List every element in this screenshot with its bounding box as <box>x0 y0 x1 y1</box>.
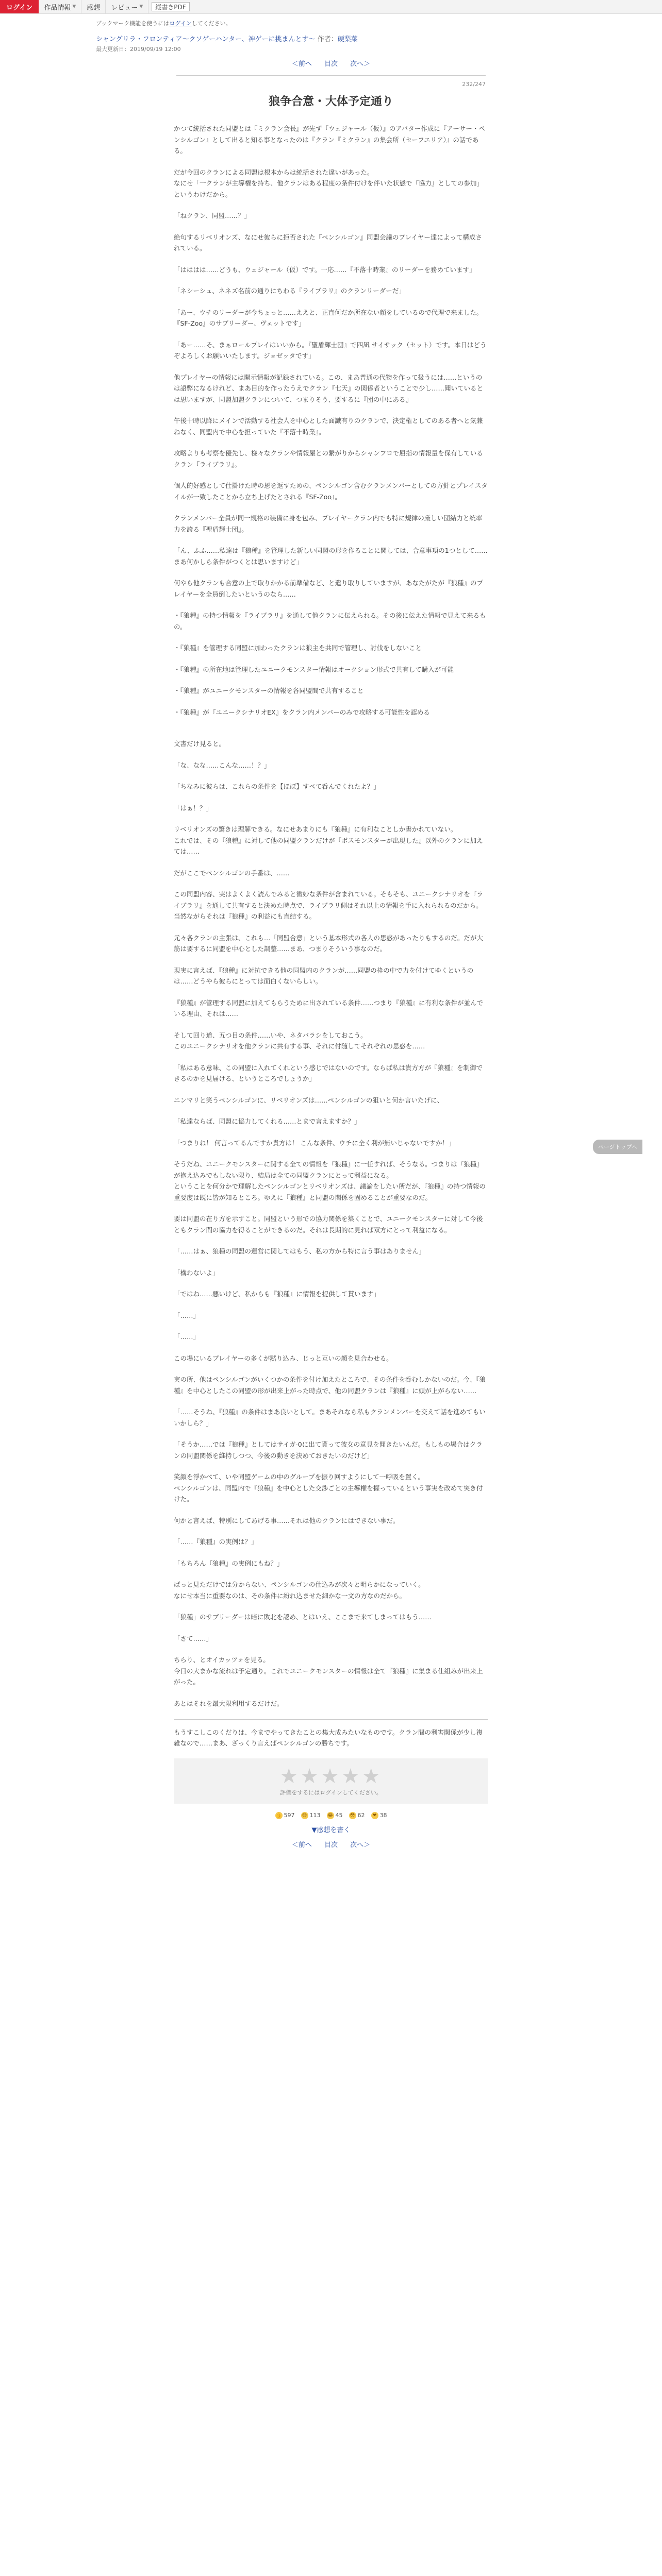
body-paragraph: 「あー、ウチのリーダーが今ちょっと……ええと、正直何だか所在ない顔をしているので代理で来ました。『SF-Zoo』のサブリーダー、ヴェットです」 <box>174 308 483 327</box>
nav-item-info[interactable]: 作品情報 ▼ <box>39 0 81 13</box>
body-paragraph: 「あー……そ、まぁロールプレイはいいから。『聖盾輝士団』で四凪 サイサック（セット）です。本日はどうぞよろしくお願いいたします。ジョゼッタです」 <box>174 341 487 360</box>
reaction-button[interactable] <box>301 1812 321 1819</box>
toc-link[interactable]: 目次 <box>324 60 338 68</box>
reaction-button[interactable] <box>275 1812 295 1819</box>
star-icon[interactable]: ★ <box>279 1764 301 1788</box>
author-link[interactable]: 硬梨菜 <box>337 36 358 43</box>
body-paragraph: この場にいるプレイヤーの多くが黙り込み、じっと互いの顔を見合わせる。 <box>174 1354 393 1362</box>
body-paragraph: ニンマリと笑うペンシルゴンに、リベリオンズは……ペンシルゴンの狙いと何か言いたげに、 <box>174 1096 444 1104</box>
reaction-count: 62 <box>357 1812 365 1819</box>
reaction-count: 38 <box>379 1812 387 1819</box>
rating-note: 評価をするにはログインしてください。 <box>280 1789 382 1796</box>
body-paragraph: かつて統括された同盟とは『ミクラン会長』が先ず『ウェジャール（仮）』のアバター作成に『アーサー・ペンシルゴン』として出ると知る事となったのは『クラン『ミクラン』の集会所（セーフエリア）』の話である。 <box>174 125 485 155</box>
prev-link[interactable]: ＜前へ <box>291 60 312 68</box>
reaction-count: 113 <box>309 1812 321 1819</box>
body-paragraph: 「つまりね！ 何言ってるんですか貴方は！ こんな条件、ウチに全く利が無いじゃないですか！」 <box>174 1139 455 1147</box>
body-paragraph: だがここでペンシルゴンの手番は、…… <box>174 869 290 877</box>
reaction-button[interactable] <box>371 1812 387 1819</box>
author-label: 作者： <box>317 36 338 43</box>
update-date: 最大更新日：2019/09/19 12:00 <box>96 46 181 53</box>
series-title-link[interactable]: シャングリラ・フロンティア〜クソゲーハンター、神ゲーに挑まんとす〜 <box>96 36 316 43</box>
body-paragraph: 「私達ならば、同盟に協力してくれる……とまで言えますか？」 <box>174 1117 361 1125</box>
body-paragraph: 「な、なな……こんな……！？」 <box>174 761 271 769</box>
divider <box>176 75 486 76</box>
body-paragraph: ちらり、とオイカッツォを見る。 今日の大まかな流れは予定通り。これでユニークモンスターの情報は全て『狼種』に集まる仕組みが出来上がった。 <box>174 1656 483 1686</box>
star-icon[interactable]: ★ <box>321 1764 341 1788</box>
body-paragraph: 他プレイヤーの情報には開示情報が記録されている。この、まあ普通の代物を作って扱うには……というのは語弊になるけれど、まあ目的を作ったうえでクラン『七天』の関係者ということで少し……聞いているとは思いますが、同盟加盟クランについて、つまりそう、要するに『団の中にある』 <box>174 373 484 403</box>
body-paragraph: リベリオンズの驚きは理解できる。なにせあまりにも『狼種』に有利なことしか書かれていない。 これでは、その『狼種』に対して他の同盟クランだけが『ボスモンスターが出現した』以外のクランに加えては…… <box>174 825 483 855</box>
body-paragraph: ・『狼種』を管理する同盟に加わったクランは狼主を共同で管理し、討伐をしないこと <box>174 644 422 652</box>
pager-bottom <box>0 1839 662 1849</box>
body-paragraph: 「はははは……どうも、ウェジャール（仮）です。一応……『不落十時業』のリーダーを務めています」 <box>174 265 476 274</box>
body-paragraph: だが今回のクランによる同盟は根本からは統括された違いがあった。 なにせ「一クランが主導権を持ち、他クランはある程度の条件付けを伴いた状態で『協力』としての参加」というわけだから。 <box>174 168 484 198</box>
chevron-down-icon: ▼ <box>72 4 76 9</box>
body-paragraph: 「ねクラン、同盟……？」 <box>174 212 251 219</box>
body-paragraph: 何かと言えば、特別にしてあげる事……それは他のクランにはできない事だ。 <box>174 1516 400 1524</box>
nav-item-review[interactable]: レビュー ▼ <box>106 0 148 13</box>
body-paragraph: 絶句するリベリオンズ、なにせ彼らに拒否された『ペンシルゴン』同盟会議のプレイヤー達によって構成されている。 <box>174 233 482 252</box>
body-paragraph: クランメンバー全員が同一規格の装備に身を包み、プレイヤークラン内でも特に規律の厳しい団結力と統率力を誇る『聖盾輝士団』。 <box>174 514 483 533</box>
body-paragraph: 何やら他クランも合意の上で取りかかる前準備など、と遣り取りしていますが、あなたがたが『狼種』のプレイヤーを全員倒したいというのなら…… <box>174 579 484 598</box>
reaction-write-link[interactable]: ▼感想を書く <box>311 1826 351 1834</box>
reaction-icon: 👍 <box>275 1812 282 1818</box>
page-top-button[interactable]: ページトップへ <box>593 1140 642 1154</box>
afterword: もうすこしこのくだりは、今までやってきたことの集大成みたいなものです。クラン間の利害関係が少し複雑なので……まあ、ざっくり言えばペンシルゴンの勝ちです。 <box>174 1719 488 1749</box>
top-navigation-bar <box>0 0 662 14</box>
body-paragraph: 「狼種」のサブリーダーは暗に敗北を認め、とはいえ、ここまで来てしまってはもう…… <box>174 1613 432 1621</box>
body-paragraph: ぱっと見ただけでは分からない、ペンシルゴンの仕込みが次々と明らかになっていく。 なにせ本当に重要なのは、その条件に紛れ込ませた細かな一文の方なのだから。 <box>174 1581 425 1600</box>
body-paragraph: 「ネシーシュ、ネネズ名前の通りにちわる『ライブラリ』のクランリーダーだ」 <box>174 287 405 295</box>
body-paragraph: 攻略よりも考察を優先し、様々なクランや情報屋との繋がりからシャンフロで屈指の情報量を保有しているクラン『ライブラリ』。 <box>174 449 483 468</box>
body-paragraph: 現実に言えば、『狼種』に対抗できる他の同盟内のクランが……同盟の枠の中で力を付けてゆくというのは……どうやら彼らにとっては面白くないらしい。 <box>174 966 474 985</box>
star-icon[interactable]: ★ <box>300 1764 321 1788</box>
toc-link[interactable]: 目次 <box>324 1841 338 1849</box>
body-paragraph: 要は同盟の在り方を示すこと。同盟という形での協力関係を築くことで、ユニークモンスターに対して今後ともクラン間の協力を得ることができるのだ。それは長期的に見れば双方にとって利益になる。 <box>174 1215 483 1234</box>
episode-number: 232/247 <box>462 81 486 88</box>
rating-stars[interactable] <box>174 1765 488 1788</box>
body-paragraph: 「……」 <box>174 1333 200 1341</box>
body-paragraph: ・『狼種』の持つ情報を『ライブラリ』を通して他クランに伝えられる。その後に伝えた情報で見えて来るもの。 <box>174 612 486 631</box>
prev-link[interactable]: ＜前へ <box>291 1841 312 1849</box>
body-paragraph: 「ちなみに彼らは、これらの条件を【ほぼ】すべて呑んでくれたよ？」 <box>174 783 380 790</box>
reaction-bar <box>0 1812 662 1819</box>
body-paragraph: 「……」 <box>174 1311 200 1319</box>
body-paragraph: ・『狼種』の所在地は管理したユニークモンスター情報はオークション形式で共有して購入が可能 <box>174 665 454 673</box>
body-paragraph: 『狼種』が管理する同盟に加えてもらうために出されている条件……つまり『狼種』に有利な条件が並んでいる理由、それは…… <box>174 998 484 1018</box>
body-paragraph: 「さて……」 <box>174 1634 213 1642</box>
next-link[interactable]: 次へ＞ <box>350 60 371 68</box>
episode-body-continued <box>174 738 488 1709</box>
body-paragraph: 「……はぁ、狼種の同盟の運営に関してはもう、私の方から特に言う事はありません」 <box>174 1247 425 1255</box>
body-paragraph: 午後十時以降にメインで活動する社会人を中心とした面識有りのクランで、決定権としてのある者へと気兼ねなく、同盟内で中心を担っていた『不落十時業』。 <box>174 417 483 436</box>
body-paragraph: そして回り道、五つ目の条件……いや、ネタバラシをしておこう。 このユニークシナリオを他クランに共有する事、それに付随してそれぞれの思惑を…… <box>174 1031 425 1050</box>
chevron-down-icon: ▼ <box>139 4 143 9</box>
reaction-icon: 😂 <box>327 1812 333 1818</box>
reaction-icon: 😊 <box>301 1812 308 1819</box>
pager-top <box>0 58 662 68</box>
login-link[interactable]: ログイン <box>169 20 192 27</box>
reaction-count: 45 <box>335 1812 343 1819</box>
reaction-icon: 😳 <box>349 1812 356 1819</box>
body-paragraph: そうだね、ユニークモンスターに関する全ての情報を『狼種』に一任すれば、そうなる。つまりは『狼種』が抱え込みでもしない限り、結局は全ての同盟クランにとって利益になる。 ということを何分かで理解したペンシルゴンとリベリオンズは、議論をしたい所だが、『狼種』の持つ情報の重要度は既に皆が知るところ。ゆえに『狼種』と同盟の関係を固めることが重要なのだ。 <box>174 1160 486 1201</box>
rating-box <box>174 1758 488 1804</box>
reaction-count: 597 <box>284 1812 295 1819</box>
body-paragraph: 笑顔を浮かべて、いや同盟ゲームの中のグループを振り回すようにして一呼吸を置く。 ペンシルゴンは、同盟内で『狼種』を中心とした交渉ごとの主導権を握っているという事実を改めて突き付けた。 <box>174 1473 483 1503</box>
body-paragraph: 「ではね……悪いけど、私からも『狼種』に情報を提供して貰います」 <box>174 1290 380 1298</box>
body-paragraph: 「私はある意味、この同盟に入れてくれという感じではないのです。ならば私は貴方方が『狼種』を制御できるのかを見届ける、というところでしょうか」 <box>174 1063 483 1082</box>
body-paragraph: ・『狼種』が『ユニークシナリオEX』をクラン内メンバーのみで攻略する可能性を認める <box>174 708 430 716</box>
login-button[interactable]: ログイン <box>0 0 39 13</box>
body-paragraph: 個人的好感として仕掛けた時の恩を返すための、ペンシルゴン含むクランメンバーとしての方針とプレイスタイルが一致したことから立ち上げたとされる『SF-Zoo』。 <box>174 482 488 501</box>
episode-title: 狼争合意・大体予定通り <box>268 95 393 108</box>
body-paragraph: 実の所、他はペンシルゴンがいくつかの条件を付け加えたところで、その条件を呑むしかないのだ。今、『狼種』を中心としたこの同盟の形が出来上がった時点で、他の同盟クランは『狼種』に頭が上がらない…… <box>174 1376 486 1395</box>
body-paragraph: この同盟内容、実はよくよく読んでみると微妙な条件が含まれている。そもそも、ユニークシナリオを『ライブラリ』を通して共有すると決めた時点で、ライブラリ側はそれ以上の情報を手に入れられるのだから。当然ながらそれは『狼種』の利益にも直結する。 <box>174 890 483 920</box>
body-paragraph: 「構わないよ」 <box>174 1268 219 1277</box>
body-paragraph: 元々各クランの主張は、これも…「同盟合意」という基本形式の各人の思惑があったりもするのだ。だが大筋は要するに同盟を中心とした調整……まあ、つまりそういう事なのだ。 <box>174 934 483 953</box>
body-paragraph: 文書だけ見ると。 <box>174 740 226 748</box>
login-notice: ブックマーク機能を使うにはログインしてください。 <box>96 20 231 27</box>
body-paragraph: 「……そうね、『狼種』の条件はまあ良いとして。まあそれなら私もクランメンバーを交えて話を進めてもいいかしら？」 <box>174 1408 486 1427</box>
body-paragraph: あとはそれを最大限利用するだけだ。 <box>174 1699 284 1707</box>
star-icon[interactable]: ★ <box>341 1764 362 1788</box>
episode-body <box>174 123 488 718</box>
breadcrumb <box>0 27 662 53</box>
body-paragraph: 「そうか……では『狼種』としてはサイガ-0に出て貰って彼女の意見を聞きたいんだ。もしもの場合はクランの同盟関係を維持しつつ、今後の動きを決めておきたいのだけど」 <box>174 1440 483 1460</box>
nav-item-impressions[interactable]: 感想 <box>81 0 106 13</box>
body-paragraph: ・『狼種』がユニークモンスターの情報を各同盟間で共有すること <box>174 687 364 694</box>
star-icon[interactable]: ★ <box>361 1764 383 1788</box>
next-link[interactable]: 次へ＞ <box>350 1841 371 1849</box>
reaction-button[interactable] <box>327 1812 343 1819</box>
body-paragraph: 「もちろん『狼種』の実例にもね？」 <box>174 1559 284 1567</box>
body-paragraph: 「ん、ふふ……私達は『狼種』を管理した新しい同盟の形を作ることに関しては、合意事項の1つとして……まあ何かしら条件がつくとは思いますけど」 <box>174 547 488 566</box>
vertical-pdf-button[interactable]: 縦書きPDF <box>152 2 189 11</box>
reaction-button[interactable] <box>349 1812 365 1819</box>
body-paragraph: 「……『狼種』の実例は？」 <box>174 1538 258 1546</box>
body-paragraph: 「はぁ！？」 <box>174 804 213 812</box>
reaction-icon: ❤ <box>371 1812 378 1819</box>
